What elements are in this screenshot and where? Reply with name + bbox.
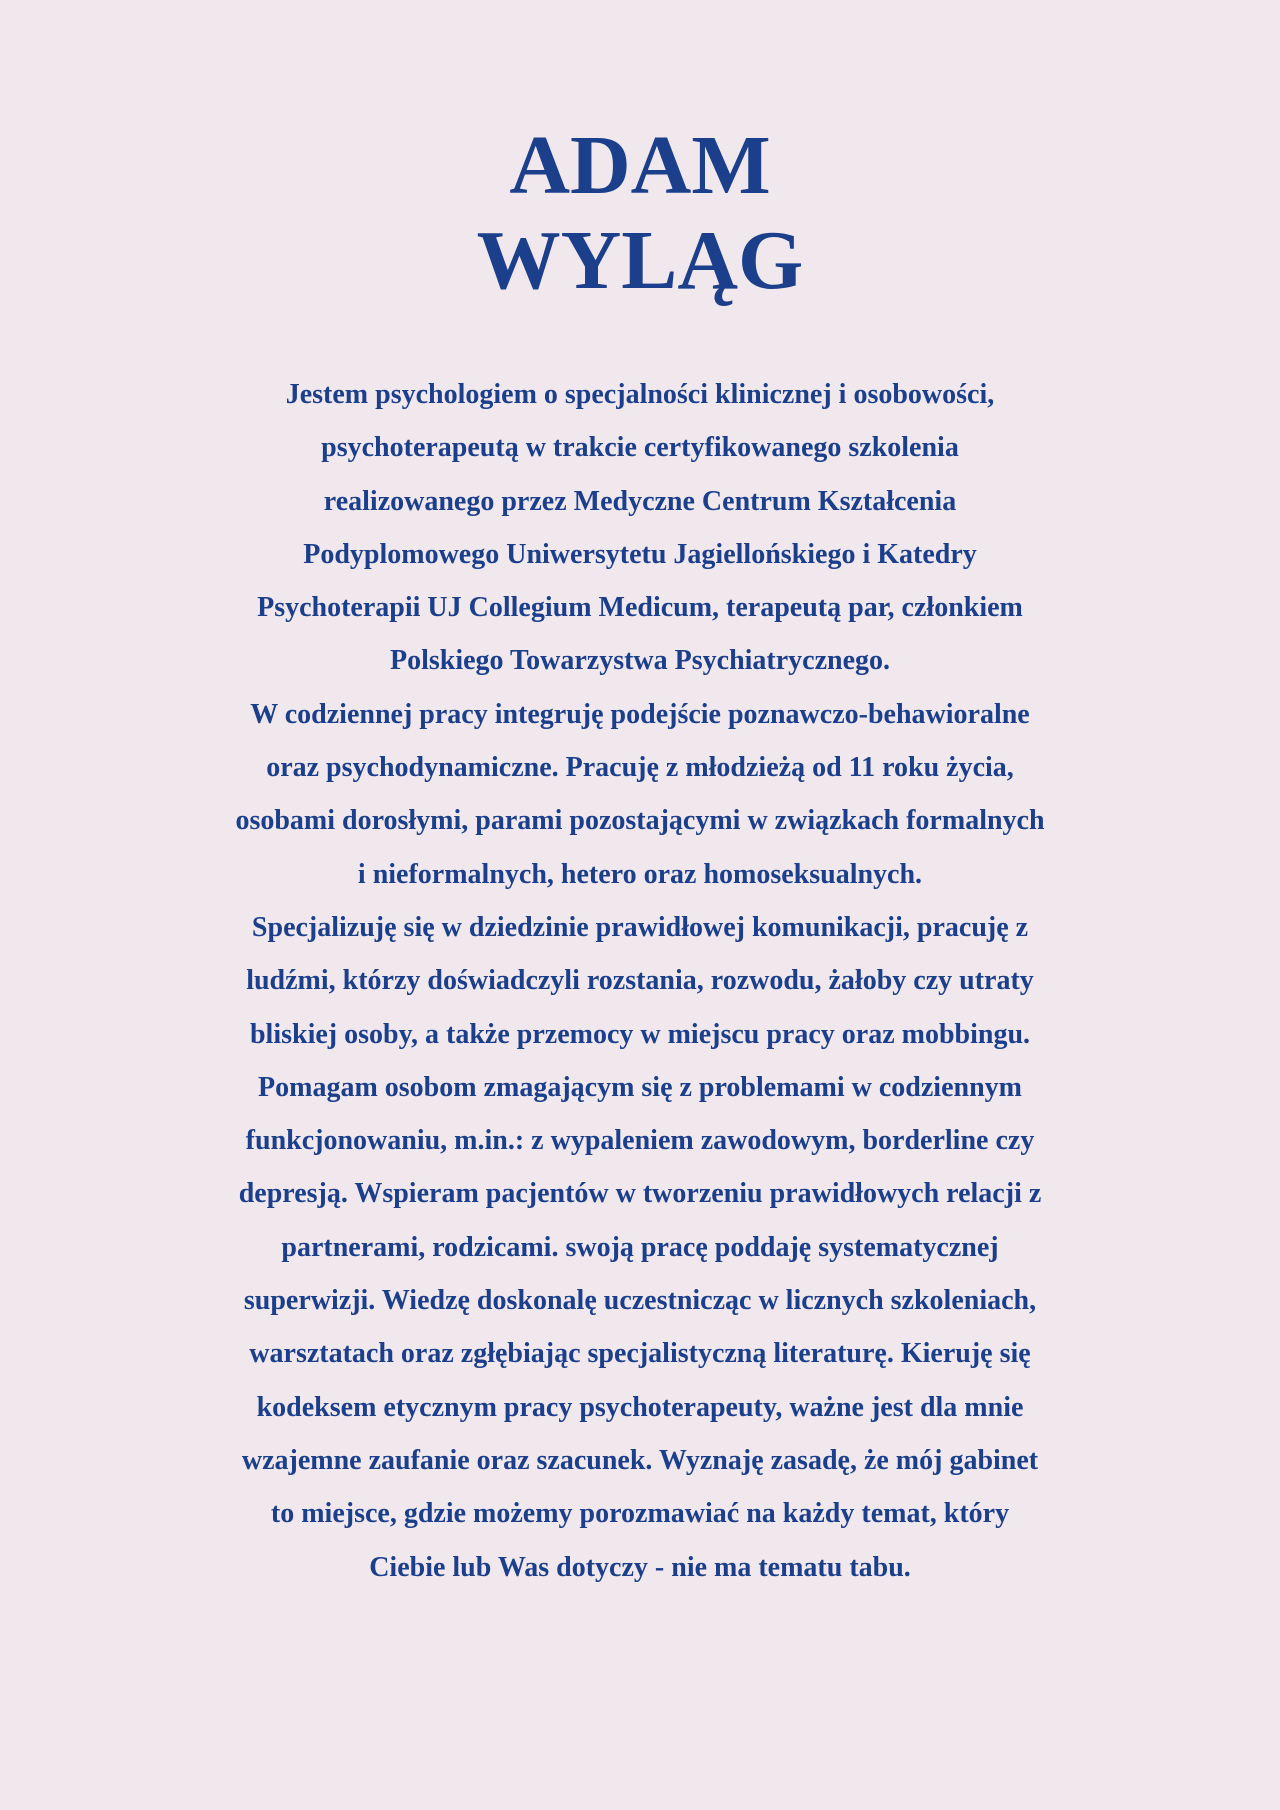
bio-line: superwizji. Wiedzę doskonalę uczestnicząc w licznych szkoleniach, <box>243 1285 1037 1317</box>
bio-line: W codziennej pracy integruję podejście poznawczo-behawioralne <box>250 698 1030 730</box>
bio-line: Jestem psychologiem o specjalności klinicznej i osobowości, <box>285 379 995 410</box>
bio-line: to miejsce, gdzie możemy porozmawiać na każdy temat, który <box>270 1498 1010 1530</box>
bio-line: depresją. Wspieram pacjentów w tworzeniu prawidłowych relacji z <box>238 1178 1042 1210</box>
bio-line: Pomagam osobom zmagającym się z problemami w codziennym <box>258 1071 1022 1103</box>
bio-line: warsztatach oraz zgłębiając specjalistyczną literaturę. Kieruję się <box>249 1338 1031 1370</box>
bio-line: kodeksem etycznym pracy psychoterapeuty, ważne jest dla mnie <box>256 1391 1024 1423</box>
bio-line: Podyplomowego Uniwersytetu Jagiellońskiego i Katedry <box>303 538 977 570</box>
bio-line: osobami dorosłymi, parami pozostającymi w związkach formalnych <box>235 805 1045 837</box>
bio-line: oraz psychodynamiczne. Pracuję z młodzieżą od 11 roku życia, <box>266 752 1014 784</box>
bio-line: Specjalizuję się w dziedzinie prawidłowej komunikacji, pracuję z <box>251 911 1029 943</box>
bio-line: Ciebie lub Was dotyczy - nie ma tematu tabu. <box>369 1551 911 1583</box>
bio-line: Polskiego Towarzystwa Psychiatrycznego. <box>389 645 891 677</box>
bio-line: funkcjonowaniu, m.in.: z wypaleniem zawodowym, borderline czy <box>245 1125 1035 1157</box>
bio-text <box>0 368 1280 1594</box>
title-first-name: ADAM <box>509 119 771 212</box>
bio-line: partnerami, rodzicami. swoją pracę poddaję systematycznej <box>281 1231 999 1263</box>
bio-line: Psychoterapii UJ Collegium Medicum, terapeutą par, członkiem <box>257 592 1023 624</box>
bio-line: ludźmi, którzy doświadczyli rozstania, rozwodu, żałoby czy utraty <box>246 965 1034 997</box>
page-title <box>0 118 1280 308</box>
title-last-name: WYLĄG <box>476 214 804 307</box>
bio-line: psychoterapeutą w trakcie certyfikowanego szkolenia <box>321 432 959 464</box>
bio-line: bliskiej osoby, a także przemocy w miejscu pracy oraz mobbingu. <box>249 1018 1031 1050</box>
bio-line: realizowanego przez Medyczne Centrum Kształcenia <box>323 485 957 517</box>
bio-line: wzajemne zaufanie oraz szacunek. Wyznaję zasadę, że mój gabinet <box>241 1444 1039 1476</box>
bio-line: i nieformalnych, hetero oraz homoseksualnych. <box>357 858 923 890</box>
